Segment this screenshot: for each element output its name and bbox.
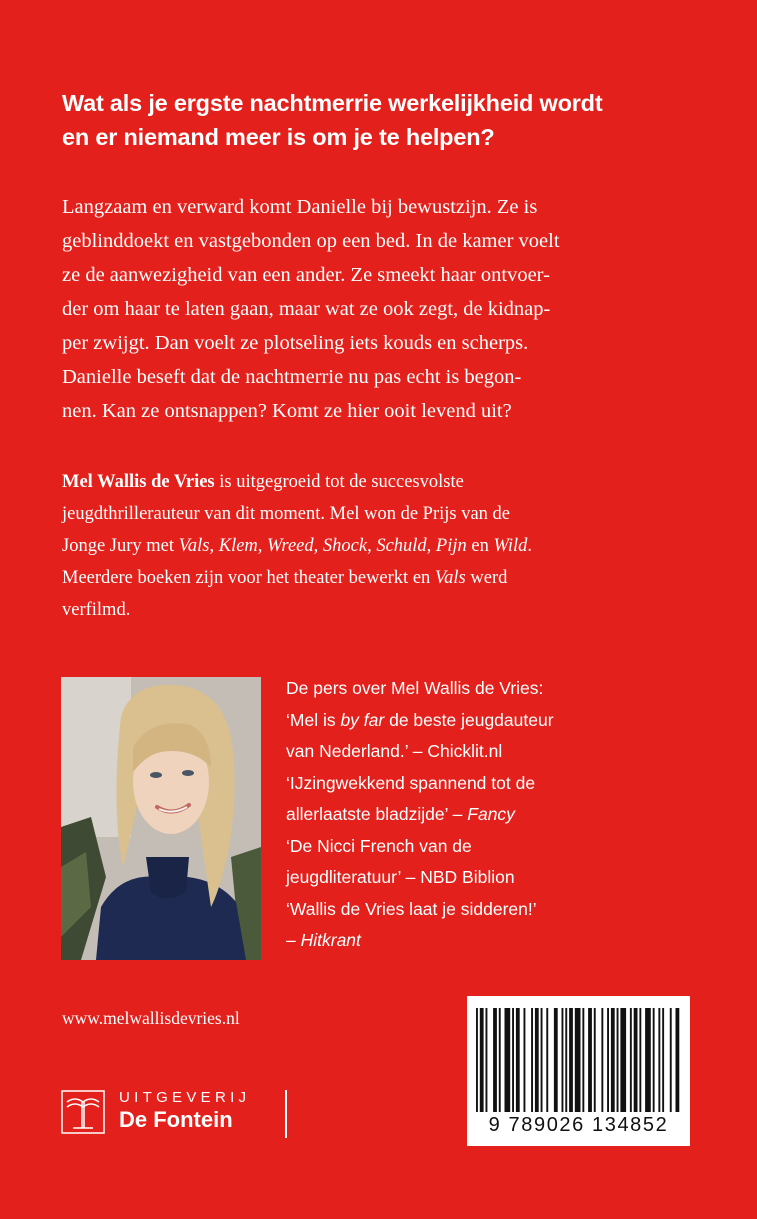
website-link[interactable]: www.melwallisdevries.nl [62, 1008, 240, 1028]
barcode-bar [617, 1008, 619, 1112]
press-quote-line: allerlaatste bladzijde’ – Fancy [286, 804, 515, 824]
press-quote-line: ‘De Nicci French van de [286, 835, 472, 856]
publisher-divider [285, 1090, 287, 1138]
book-title: Wreed [267, 536, 314, 556]
blurb [62, 190, 712, 428]
barcode-bar [531, 1008, 533, 1112]
blurb-line: der om haar te laten gaan, maar wat ze ook zegt, de kidnap- [62, 298, 551, 320]
blurb-line: per zwijgt. Dan voelt ze plotseling iets kouds en scherps. [62, 332, 529, 354]
bio-line: jeugdthrillerauteur van dit moment. Mel won de Prijs van de [62, 504, 511, 524]
barcode-bar [653, 1008, 655, 1112]
barcode-bar [516, 1008, 520, 1112]
press-quote-line: – Hitkrant [286, 930, 361, 950]
blurb-line: ze de aanwezigheid van een ander. Ze smeekt haar ontvoer- [62, 264, 550, 286]
barcode-bar [639, 1008, 641, 1112]
press-quote-line: jeugdliteratuur’ – NBD Biblion [286, 867, 515, 887]
barcode-bar [562, 1008, 564, 1112]
barcode-bar [476, 1008, 478, 1112]
author-bio [62, 466, 712, 626]
fountain-logo-icon [61, 1090, 105, 1134]
book-title: Shock [322, 536, 368, 556]
publisher-logo [61, 1087, 301, 1142]
barcode-bar [607, 1008, 609, 1112]
barcode-bar [486, 1008, 488, 1112]
barcode-bar [611, 1008, 615, 1112]
book-title: Wild [493, 536, 528, 556]
press-quote-line: ‘Wallis de Vries laat je sidderen!’ [286, 898, 537, 919]
book-title: Pijn [435, 536, 467, 556]
barcode-bar [594, 1008, 596, 1112]
press-quotes [286, 673, 726, 957]
book-title: Klem [218, 536, 258, 556]
barcode-bar [630, 1008, 632, 1112]
bio-line: Jonge Jury met Vals, Klem, Wreed, Shock, Schuld, Pijn en Wild. [62, 536, 533, 556]
tagline [62, 86, 722, 154]
barcode-bar [505, 1008, 511, 1112]
isbn-number: 9 789026 134852 [488, 1114, 669, 1136]
barcode-bar [658, 1008, 660, 1112]
bio-line: Mel Wallis de Vries is uitgegroeid tot de succesvolste [62, 472, 464, 492]
barcode-bar [634, 1008, 638, 1112]
book-title: Schuld [376, 536, 427, 556]
barcode-bar [620, 1008, 626, 1112]
barcode-bar [676, 1008, 680, 1112]
barcode-bar [512, 1008, 514, 1112]
press-source: Hitkrant [300, 930, 361, 950]
barcode-bar [569, 1008, 573, 1112]
barcode-bar [565, 1008, 567, 1112]
blurb-line: geblinddoekt en vastgebonden op een bed. In de kamer voelt [62, 230, 560, 252]
barcode-bar [670, 1008, 672, 1112]
publisher-name: De Fontein [119, 1107, 233, 1132]
barcode-bar [575, 1008, 581, 1112]
barcode-bar [546, 1008, 548, 1112]
press-quote-line: ‘IJzingwekkend spannend tot de [286, 772, 536, 793]
blurb-line: nen. Kan ze ontsnappen? Komt ze hier ooit levend uit? [62, 400, 512, 422]
barcode-bar [499, 1008, 501, 1112]
blurb-line: Danielle beseft dat de nachtmerrie nu pas echt is begon- [62, 366, 522, 388]
barcode-bars [476, 1008, 681, 1112]
press-source: Fancy [467, 804, 515, 824]
tagline-line: Wat als je ergste nachtmerrie werkelijkheid wordt [62, 90, 603, 116]
barcode-bar [524, 1008, 526, 1112]
press-quote-line: ‘Mel is by far de beste jeugdauteur [286, 709, 554, 730]
author-portrait-image [61, 677, 261, 960]
book-title: Vals [434, 568, 466, 588]
author-name: Mel Wallis de Vries [62, 472, 215, 492]
bio-line: verfilmd. [62, 600, 131, 620]
barcode-bar [601, 1008, 603, 1112]
blurb-line: Langzaam en verward komt Danielle bij bewustzijn. Ze is [62, 196, 538, 218]
barcode-bar [662, 1008, 664, 1112]
publisher-label: UITGEVERIJ [119, 1089, 251, 1106]
book-title: Vals [178, 536, 210, 556]
press-quote-line: van Nederland.’ – Chicklit.nl [286, 741, 503, 761]
tagline-line: en er niemand meer is om je te helpen? [62, 124, 495, 150]
barcode-bar [535, 1008, 539, 1112]
author-photo [61, 677, 261, 960]
barcode-bar [480, 1008, 484, 1112]
press-heading: De pers over Mel Wallis de Vries: [286, 678, 544, 698]
barcode-bar [645, 1008, 651, 1112]
barcode-bar [541, 1008, 543, 1112]
bio-line: Meerdere boeken zijn voor het theater bewerkt en Vals werd [62, 568, 508, 588]
barcode-bar [582, 1008, 584, 1112]
isbn-barcode [467, 996, 690, 1146]
barcode-bar [493, 1008, 497, 1112]
barcode-bar [554, 1008, 558, 1112]
barcode-bar [588, 1008, 592, 1112]
